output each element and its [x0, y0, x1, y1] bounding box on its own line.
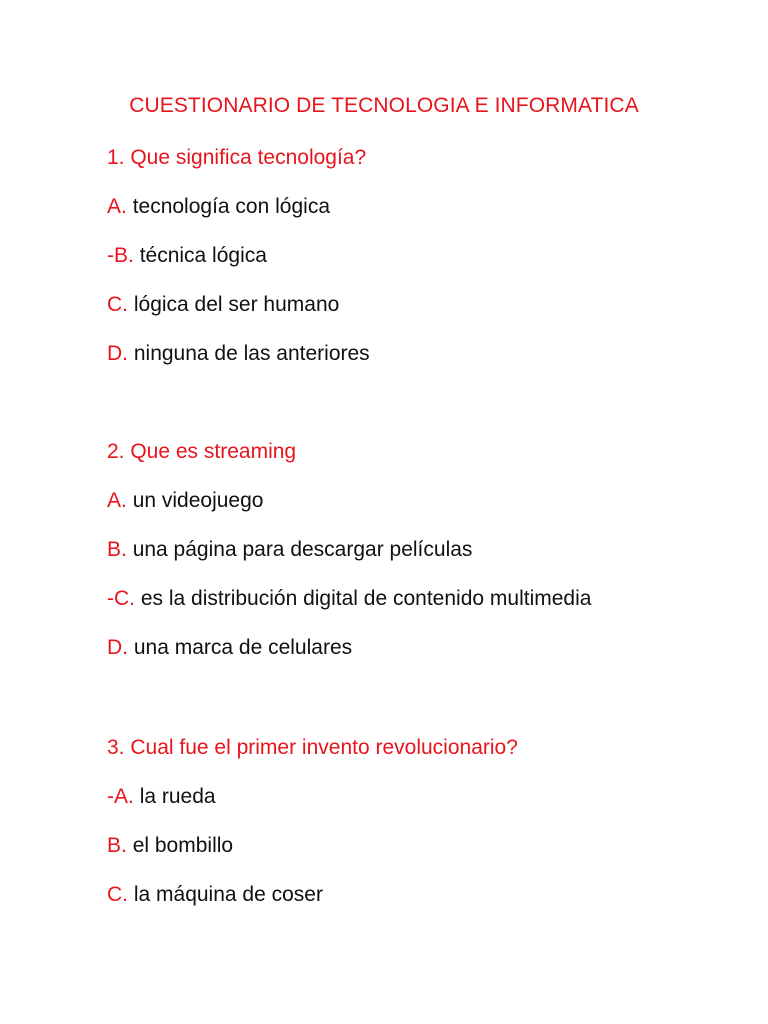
option-text: el bombillo [132, 834, 234, 857]
option-letter: -C. [107, 587, 135, 610]
option-a [107, 783, 747, 811]
option-c [107, 881, 747, 909]
option-letter: C. [107, 883, 128, 906]
option-text: tecnología con lógica [132, 195, 330, 218]
option-text: la rueda [139, 785, 216, 808]
option-c [107, 585, 747, 613]
option-a [107, 193, 747, 221]
option-letter: -A. [107, 785, 134, 808]
question-2 [107, 438, 747, 662]
question-3 [107, 734, 747, 909]
option-letter: A. [107, 489, 127, 512]
option-b [107, 536, 747, 564]
option-d [107, 634, 747, 662]
option-d [107, 340, 747, 368]
question-1 [107, 144, 747, 368]
option-letter: B. [107, 834, 127, 857]
option-letter: D. [107, 636, 128, 659]
option-text: la máquina de coser [133, 883, 323, 906]
option-letter: C. [107, 293, 128, 316]
option-letter: D. [107, 342, 128, 365]
document-title: CUESTIONARIO DE TECNOLOGIA E INFORMATICA [129, 94, 639, 117]
option-c [107, 291, 747, 319]
option-b [107, 832, 747, 860]
option-letter: -B. [107, 244, 134, 267]
option-text: una página para descargar películas [132, 538, 473, 561]
option-text: técnica lógica [139, 244, 267, 267]
option-b [107, 242, 747, 270]
option-text: es la distribución digital de contenido multimedia [140, 587, 592, 610]
option-text: ninguna de las anteriores [133, 342, 370, 365]
question-text: 2. Que es streaming [107, 440, 297, 463]
option-text: un videojuego [132, 489, 264, 512]
question-text: 1. Que significa tecnología? [107, 146, 367, 169]
option-letter: B. [107, 538, 127, 561]
option-text: lógica del ser humano [133, 293, 340, 316]
option-letter: A. [107, 195, 127, 218]
question-text: 3. Cual fue el primer invento revolucionario? [107, 736, 518, 759]
option-text: una marca de celulares [133, 636, 353, 659]
option-a [107, 487, 747, 515]
